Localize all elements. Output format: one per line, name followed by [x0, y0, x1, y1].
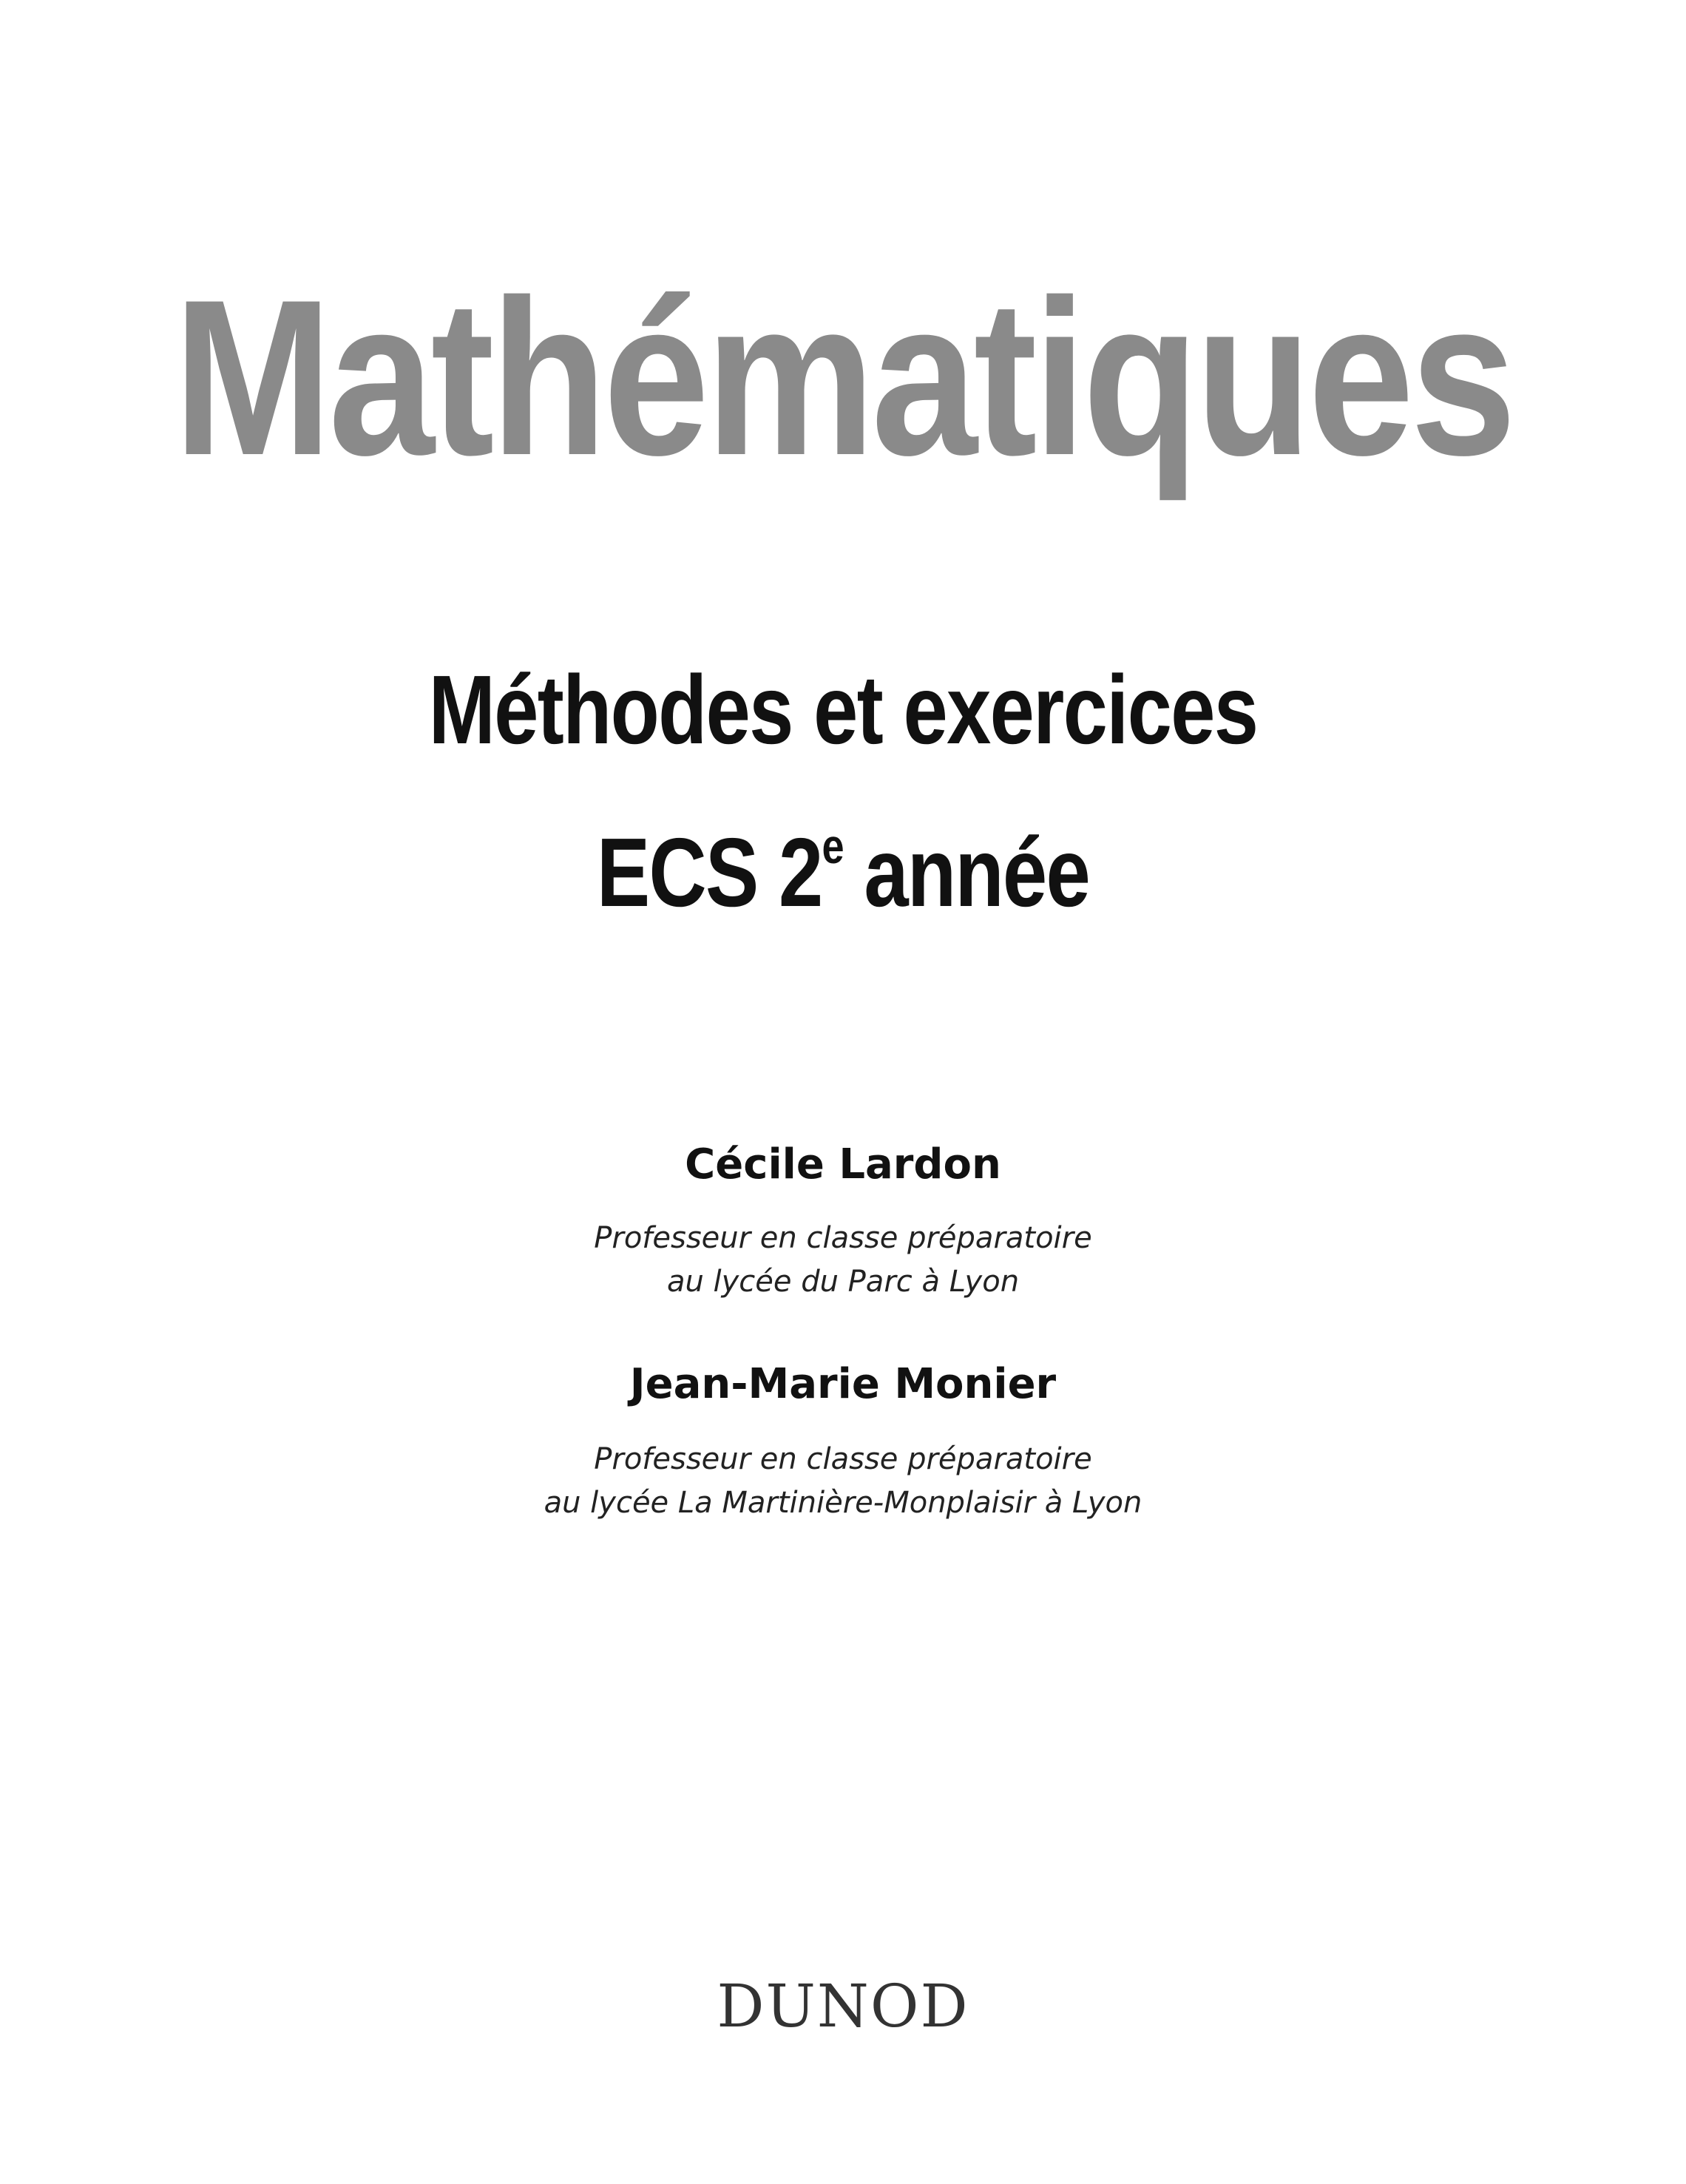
author-role: Professeur en classe préparatoire	[594, 1442, 1092, 1476]
level-superscript: e	[822, 819, 844, 873]
author-name: Cécile Lardon	[685, 1140, 1001, 1189]
book-title: Mathématiques	[173, 253, 1513, 501]
level-prefix: ECS 2	[596, 818, 822, 927]
author-affiliation: au lycée du Parc à Lyon	[666, 1265, 1020, 1299]
author-role: Professeur en classe préparatoire	[594, 1221, 1092, 1255]
book-level	[152, 814, 1534, 932]
level-suffix: année	[843, 818, 1090, 927]
author-name: Jean-Marie Monier	[629, 1360, 1057, 1408]
publisher-name: DUNOD	[717, 1972, 969, 2041]
book-subtitle: Méthodes et exercices	[428, 655, 1258, 764]
author-affiliation: au lycée La Martinière-Monplaisir à Lyon	[544, 1486, 1142, 1520]
